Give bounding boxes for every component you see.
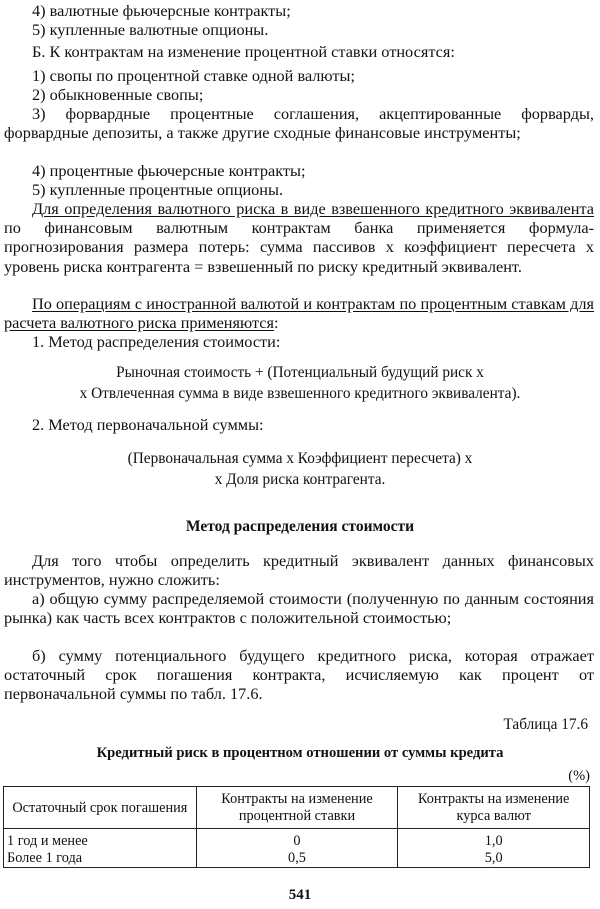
underlined-phrase: Для определения валютного риска в виде взвешенного кредитного эквивалента [32, 199, 594, 218]
table-unit: (%) [568, 768, 590, 784]
method-1-label: 1. Метод распределения стоимости: [32, 332, 281, 351]
underlined-phrase: По операциям с иностранной валютой и контрактам по процентным ставкам для расчета валютного риска применяются [4, 294, 594, 333]
page-number: 541 [288, 887, 312, 903]
section-b-intro: Б. К контрактам на изменение процентной ставки относятся: [32, 42, 455, 61]
paragraph-b: б) сумму потенциального будущего кредитного риска, которая отражает остаточный срок погашения контракта, исчисляемую как процент от первоначальной суммы по табл. 17.6. [4, 646, 594, 704]
paragraph-weighted-equivalent [4, 199, 594, 276]
credit-risk-table [3, 786, 590, 868]
cell-currency: 5,0 [398, 850, 590, 868]
cell-term: Более 1 года [4, 850, 197, 868]
cell-interest: 0 [196, 829, 398, 851]
header-interest-contracts: Контракты на изменение процентной ставки [196, 787, 398, 829]
table-row [4, 850, 590, 868]
table-title: Кредитный риск в процентном отношении от суммы кредита [96, 745, 504, 761]
method-2-formula-line-2: х Доля риска контрагента. [214, 471, 386, 488]
paragraph-methods [4, 294, 594, 332]
cell-term: 1 год и менее [4, 829, 197, 851]
paragraph-text: : [273, 313, 279, 333]
section-heading: Метод распределения стоимости [185, 518, 415, 535]
paragraph-text: по финансовым валютным контрактам банка применяется формула-прогнозирования размера потерь: сумма пассивов х коэффициент пересчета х уровень риска контрагента = взвешенный по риску кредитный эквивалент. [4, 218, 594, 276]
table-caption: Таблица 17.6 [503, 716, 588, 733]
method-2-formula-line-1: (Первоначальная сумма х Коэффициент пересчета) х [127, 450, 473, 467]
section-b-item-1: 1) свопы по процентной ставке одной валюты; [32, 66, 355, 85]
cell-interest: 0,5 [196, 850, 398, 868]
header-currency-contracts: Контракты на изменение курса валют [398, 787, 590, 829]
table-header-row [4, 787, 590, 829]
method-2-label: 2. Метод первоначальной суммы: [32, 415, 264, 434]
table-row [4, 829, 590, 851]
section-b-item-5: 5) купленные процентные опционы. [32, 180, 284, 199]
list-a-item-5: 5) купленные валютные опционы. [32, 20, 269, 39]
section-b-item-3: 3) форвардные процентные соглашения, акцептированные форварды, форвардные депозиты, а также другие сходные финансовые инструменты; [4, 104, 594, 143]
section-b-item-2: 2) обыкновенные свопы; [32, 85, 204, 104]
paragraph-intro: Для того чтобы определить кредитный эквивалент данных финансовых инструментов, нужно сложить: [4, 551, 594, 590]
method-1-formula-line-1: Рыночная стоимость + (Потенциальный будущий риск х [116, 364, 484, 381]
method-1-formula-line-2: х Отвлеченная сумма в виде взвешенного кредитного эквивалента). [79, 385, 521, 402]
cell-currency: 1,0 [398, 829, 590, 851]
section-b-item-4: 4) процентные фьючерсные контракты; [32, 161, 306, 180]
list-a-item-4: 4) валютные фьючерсные контракты; [32, 1, 291, 20]
header-term: Остаточный срок погашения [4, 787, 197, 829]
paragraph-a: а) общую сумму распределяемой стоимости (полученную по данным состояния рынка) как часть всех контрактов с положительной стоимостью; [4, 589, 594, 628]
